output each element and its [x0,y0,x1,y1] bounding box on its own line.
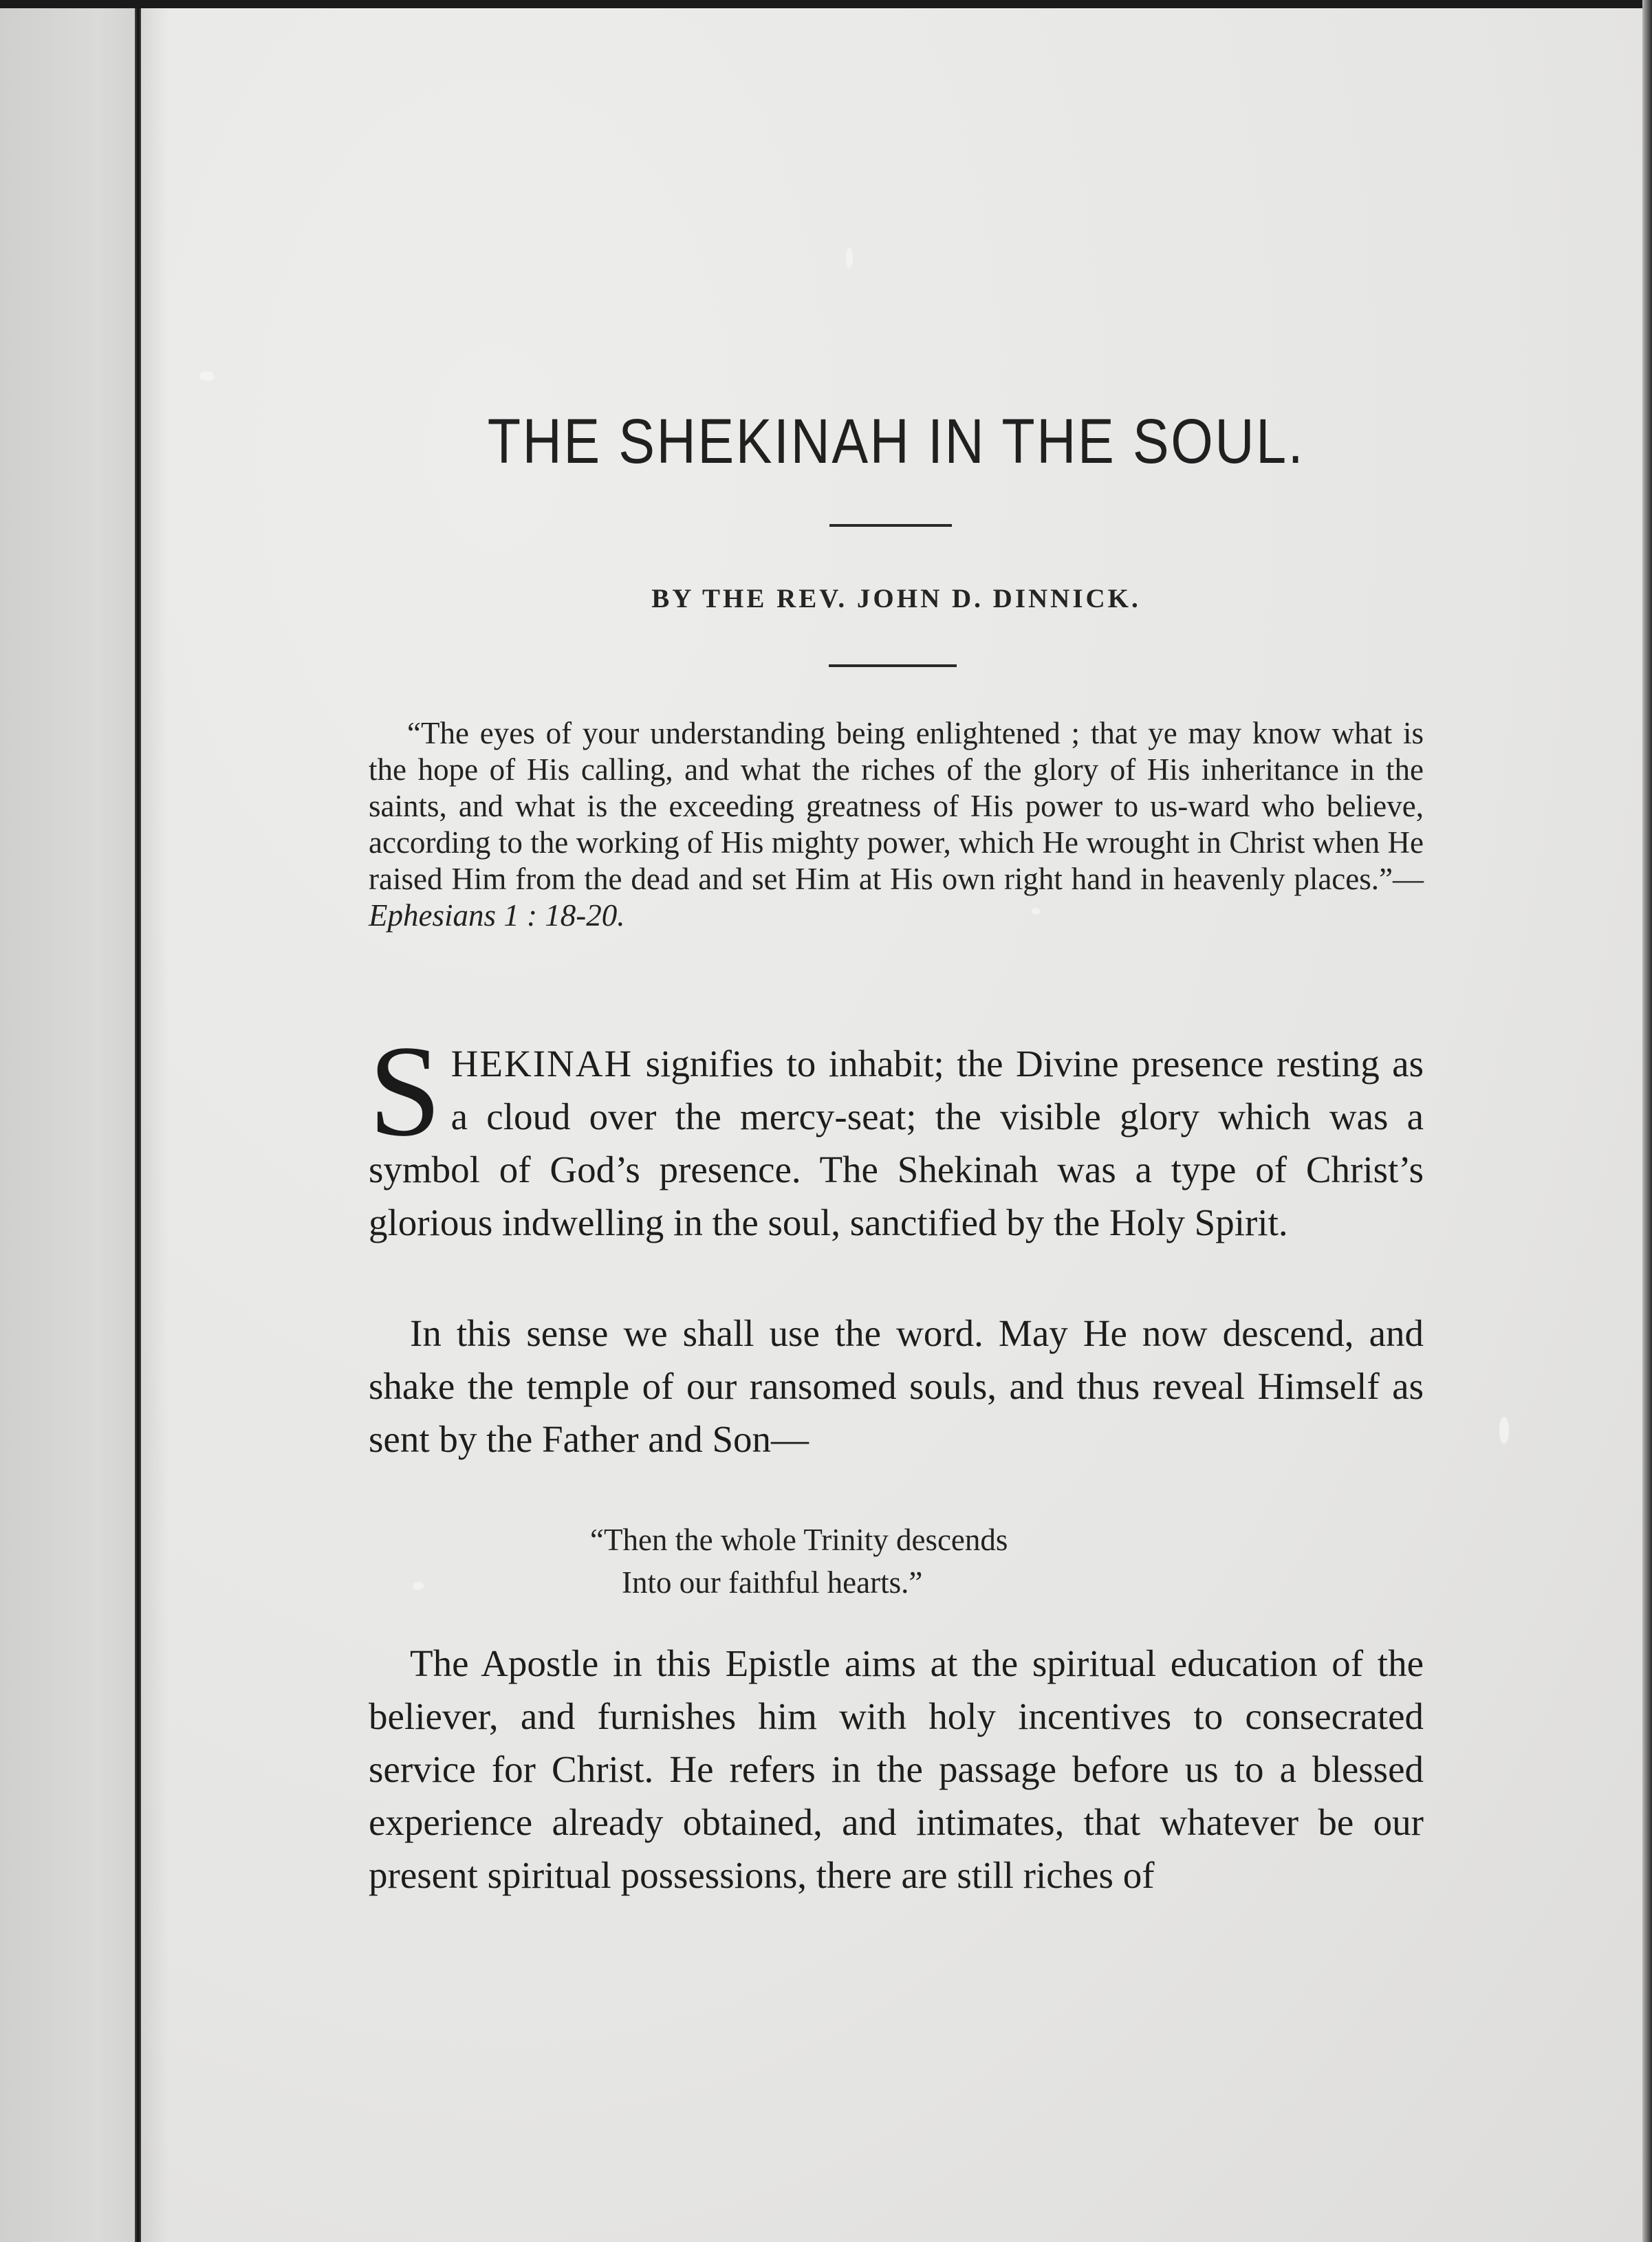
book-spine-line [135,0,141,2242]
paragraph-1 [369,1019,1424,1249]
title-divider [829,524,952,527]
hymn-verse [590,1519,1008,1604]
dust-speck [413,1582,424,1590]
paragraph-1-lead: HEKINAH [450,1043,633,1085]
paragraph-3 [369,1637,1424,1902]
verse-line-2: Into our faithful hearts.” [622,1565,923,1600]
article-title: THE SHEKINAH IN THE SOUL. [487,406,1305,477]
byline-divider [829,664,957,667]
dust-speck [199,371,215,381]
scan-edge-top [0,0,1652,8]
dust-speck [846,248,853,268]
epigraph-quote [369,715,1424,934]
epigraph-reference: Ephesians 1 : 18-20. [369,898,625,933]
spine-shadow [141,0,169,2242]
drop-cap: S [369,1019,442,1164]
dust-speck [1499,1417,1509,1444]
paragraph-2-text: In this sense we shall use the word. May He now descend, and shake the temple of our ransomed souls, and thus reveal Himself as sent by the Father and Son— [369,1312,1424,1460]
scan-edge-right [1642,0,1652,2242]
paragraph-2 [369,1307,1424,1466]
epigraph-text: “The eyes of your understanding being enlightened ; that ye may know what is the hope of His calling, and what the riches of the glory of His inheritance in the saints, and what is the exceeding greatness of His power to us-ward who believe, according to the working of His mighty power, which He wrought in Christ when He raised Him from the dead and set Him at His own right hand in heavenly places.”— [369,716,1424,896]
paragraph-1-text: signifies to inhabit; the Divine presence resting as a cloud over the mercy-seat; the visible glory which was a symbol of God’s presence. The Shekinah was a type of Christ’s glorious indwelling in the soul, sanctified by the Holy Spirit. [369,1043,1424,1243]
paragraph-3-text: The Apostle in this Epistle aims at the spiritual education of the believer, and furnishes him with holy incentives to consecrated service for Christ. He refers in the passage before us to a blessed experience already obtained, and intimates, that whatever be our present spiritual possessions, there are still riches of [369,1642,1424,1896]
author-byline: BY THE REV. JOHN D. DINNICK. [651,584,1141,613]
page-gutter [0,0,141,2242]
verse-line-1: “Then the whole Trinity descends [590,1523,1008,1557]
